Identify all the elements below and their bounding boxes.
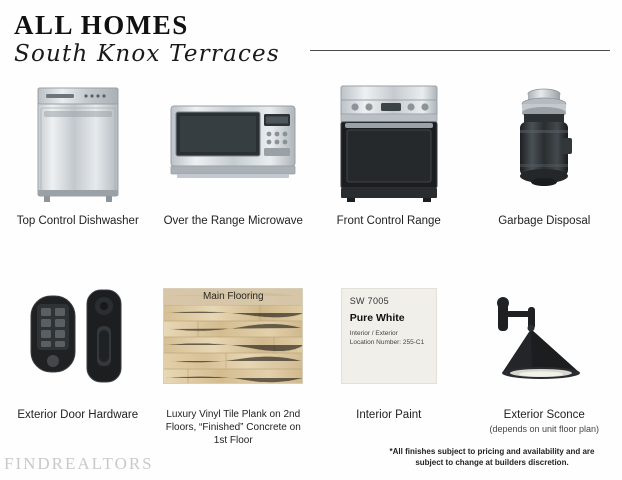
page-subtitle: South Knox Terraces: [14, 41, 280, 67]
garbage-disposal-icon: [498, 78, 590, 206]
microwave-icon: [163, 78, 303, 206]
range-icon: [333, 78, 445, 206]
wood-plank-swatch: [163, 272, 303, 400]
paint-swatch: [341, 272, 437, 400]
finishes-row: [0, 272, 622, 462]
product-caption: Front Control Range: [336, 215, 441, 227]
page-title: ALL HOMES: [14, 10, 189, 40]
appliance-row: [0, 78, 622, 258]
dishwasher-icon: [24, 78, 132, 206]
product-caption: Top Control Dishwasher: [16, 215, 139, 227]
door-lock-icon: [13, 272, 143, 400]
product-cell-sconce: [467, 272, 622, 462]
product-cell-range: [311, 78, 467, 258]
header: [12, 10, 610, 72]
product-cell-garbage-disposal: [467, 78, 622, 258]
disclaimer-text: *All finishes subject to pricing and availability and are subject to change at builders discretion.: [389, 447, 595, 467]
wall-sconce-icon: [484, 272, 604, 400]
product-caption: Interior Paint: [356, 409, 422, 421]
watermark-logo: FINDREALTORS: [4, 454, 154, 473]
paint-meta-location: Location Number: 255-C1: [349, 339, 425, 346]
paint-code: SW 7005: [349, 296, 389, 306]
product-caption: Over the Range Microwave: [163, 215, 303, 227]
product-caption: Luxury Vinyl Tile Plank on 2nd Floors, “Finished” Concrete on 1st Floor: [165, 409, 301, 446]
product-cell-dishwasher: [0, 78, 156, 258]
product-subcaption: (depends on unit floor plan): [489, 424, 600, 434]
product-caption: Garbage Disposal: [498, 215, 591, 227]
product-cell-microwave: [156, 78, 312, 258]
product-cell-door-hardware: [0, 272, 156, 462]
flooring-label: Main Flooring: [164, 289, 302, 305]
product-cell-paint: [311, 272, 467, 462]
header-divider: [310, 50, 610, 51]
paint-name: Pure White: [349, 312, 405, 324]
product-caption: Exterior Door Hardware: [17, 409, 139, 421]
paint-meta-usage: Interior / Exterior: [349, 330, 398, 337]
product-cell-flooring: [156, 272, 312, 462]
product-caption: Exterior Sconce: [503, 409, 585, 421]
